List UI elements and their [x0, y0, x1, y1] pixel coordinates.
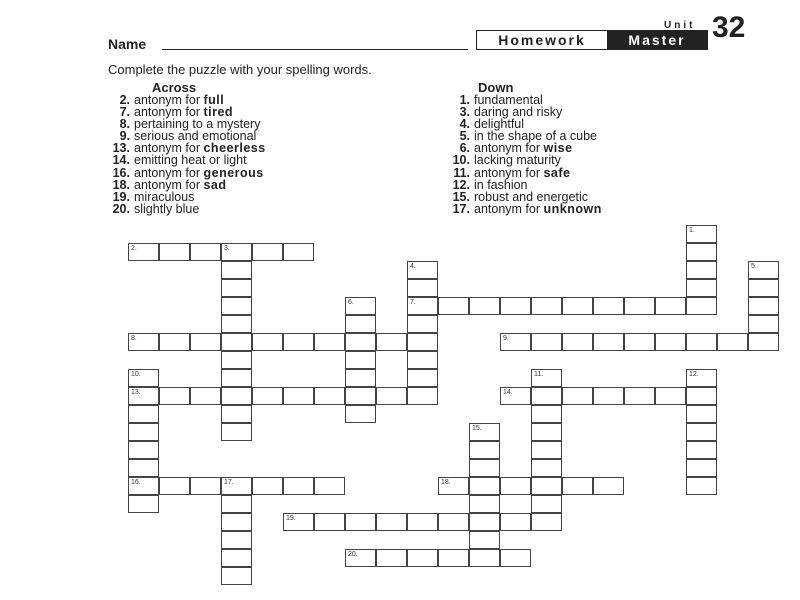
- crossword-cell[interactable]: [655, 297, 686, 315]
- crossword-cell[interactable]: [345, 351, 376, 369]
- cell-number: 16.: [131, 479, 141, 486]
- crossword-cell[interactable]: [345, 333, 376, 351]
- crossword-cell[interactable]: [128, 333, 159, 351]
- crossword-cell[interactable]: [531, 441, 562, 459]
- crossword-cell[interactable]: [407, 549, 438, 567]
- clue-number: 9.: [119, 129, 130, 144]
- crossword-cell[interactable]: [686, 279, 717, 297]
- clue-number: 18.: [112, 177, 130, 192]
- crossword-cell[interactable]: [531, 423, 562, 441]
- crossword-cell[interactable]: [469, 531, 500, 549]
- crossword-cell[interactable]: [221, 477, 252, 495]
- clue-text: daring and risky: [474, 105, 563, 120]
- crossword-cell[interactable]: [562, 387, 593, 405]
- crossword-cell[interactable]: [314, 333, 345, 351]
- crossword-cell[interactable]: [128, 477, 159, 495]
- crossword-cell[interactable]: [531, 333, 562, 351]
- clue-text: pertaining to a mystery: [134, 117, 261, 132]
- crossword-cell[interactable]: [593, 333, 624, 351]
- crossword-cell[interactable]: [252, 243, 283, 261]
- crossword-cell[interactable]: [221, 369, 252, 387]
- clue-text: serious and emotional: [134, 129, 257, 144]
- clue-number: 8.: [119, 117, 130, 132]
- clue-text: slightly blue: [134, 201, 200, 216]
- crossword-cell[interactable]: [562, 333, 593, 351]
- homework-label: Homework: [498, 32, 586, 48]
- crossword-cell[interactable]: [748, 315, 779, 333]
- crossword-cell[interactable]: [221, 495, 252, 513]
- crossword-cell[interactable]: [252, 477, 283, 495]
- crossword-cell[interactable]: [531, 513, 562, 531]
- clue-text: robust and energetic: [474, 189, 588, 204]
- crossword-cell[interactable]: [345, 513, 376, 531]
- crossword-cell[interactable]: [221, 333, 252, 351]
- crossword-cell[interactable]: [190, 477, 221, 495]
- clue-number: 12.: [452, 177, 470, 192]
- crossword-cell[interactable]: [283, 477, 314, 495]
- crossword-cell[interactable]: [314, 387, 345, 405]
- crossword-cell[interactable]: [407, 279, 438, 297]
- crossword-cell[interactable]: [531, 405, 562, 423]
- crossword-cell[interactable]: [376, 513, 407, 531]
- crossword-cell[interactable]: [221, 387, 252, 405]
- clue-keyword: full: [203, 93, 225, 107]
- crossword-cell[interactable]: [345, 369, 376, 387]
- crossword-cell[interactable]: [624, 297, 655, 315]
- crossword-cell[interactable]: [438, 477, 469, 495]
- crossword-cell[interactable]: [283, 513, 314, 531]
- down-heading: Down: [478, 80, 514, 95]
- crossword-cell[interactable]: [686, 369, 717, 387]
- crossword-cell[interactable]: [686, 243, 717, 261]
- crossword-cell[interactable]: [221, 351, 252, 369]
- crossword-cell[interactable]: [407, 315, 438, 333]
- crossword-cell[interactable]: [748, 333, 779, 351]
- clue-number: 11.: [453, 165, 470, 180]
- crossword-cell[interactable]: [376, 387, 407, 405]
- crossword-cell[interactable]: [345, 387, 376, 405]
- cell-number: 12.: [689, 371, 699, 378]
- crossword-cell[interactable]: [128, 459, 159, 477]
- cell-number: 10.: [131, 371, 141, 378]
- crossword-cell[interactable]: [748, 297, 779, 315]
- clue-number: 3.: [459, 105, 470, 120]
- clue-text: fundamental: [474, 93, 543, 107]
- crossword-cell[interactable]: [469, 549, 500, 567]
- crossword-cell[interactable]: [562, 297, 593, 315]
- clue-keyword: generous: [203, 165, 264, 180]
- clue-text: lacking maturity: [474, 153, 561, 168]
- crossword-cell[interactable]: [283, 333, 314, 351]
- crossword-cell[interactable]: [221, 243, 252, 261]
- crossword-cell[interactable]: [686, 477, 717, 495]
- crossword-cell[interactable]: [500, 513, 531, 531]
- crossword-cell[interactable]: [593, 477, 624, 495]
- clue-number: 4.: [459, 117, 470, 132]
- crossword-cell[interactable]: [500, 549, 531, 567]
- crossword-cell[interactable]: [686, 441, 717, 459]
- clue-number: 1.: [459, 93, 470, 107]
- clue-number: 14.: [112, 153, 130, 168]
- crossword-cell[interactable]: [469, 477, 500, 495]
- crossword-cell[interactable]: [686, 387, 717, 405]
- crossword-cell[interactable]: [221, 513, 252, 531]
- crossword-cell[interactable]: [345, 297, 376, 315]
- clue-text: delightful: [474, 117, 525, 132]
- clue-text: miraculous: [134, 189, 195, 204]
- cell-number: 8.: [131, 335, 137, 342]
- crossword-cell[interactable]: [221, 567, 252, 585]
- crossword-cell[interactable]: [593, 387, 624, 405]
- crossword-cell[interactable]: [686, 333, 717, 351]
- crossword-cell[interactable]: [500, 477, 531, 495]
- clue-number: 2.: [119, 93, 130, 107]
- crossword-cell[interactable]: [345, 549, 376, 567]
- crossword-cell[interactable]: [531, 477, 562, 495]
- clue-number: 17.: [452, 201, 470, 216]
- crossword-cell[interactable]: [252, 333, 283, 351]
- clue-number: 15.: [452, 189, 470, 204]
- crossword-cell[interactable]: [469, 441, 500, 459]
- cell-number: 3.: [224, 245, 230, 252]
- crossword-cell[interactable]: [469, 513, 500, 531]
- cell-number: 14.: [503, 389, 513, 396]
- clue-text: antonym for: [134, 105, 204, 120]
- cell-number: 17.: [224, 479, 234, 486]
- crossword-cell[interactable]: [531, 297, 562, 315]
- instructions: Complete the puzzle with your spelling words.: [108, 62, 372, 77]
- crossword-cell[interactable]: [500, 333, 531, 351]
- crossword-cell[interactable]: [314, 513, 345, 531]
- crossword-cell[interactable]: [655, 333, 686, 351]
- master-label: Master: [607, 31, 707, 49]
- crossword-cell[interactable]: [345, 315, 376, 333]
- crossword-cell[interactable]: [438, 297, 469, 315]
- clue-number: 10.: [452, 153, 470, 168]
- clue-text: antonym for: [134, 141, 204, 156]
- clue-text: antonym for: [474, 165, 544, 180]
- cell-number: 1.: [689, 227, 695, 234]
- clue-keyword: tired: [203, 105, 234, 120]
- clue-text: antonym for: [134, 93, 204, 107]
- cell-number: 4.: [410, 263, 416, 270]
- clue-text: emitting heat or light: [134, 153, 247, 168]
- crossword-cell[interactable]: [686, 459, 717, 477]
- across-heading: Across: [152, 80, 197, 95]
- cell-number: 9.: [503, 335, 509, 342]
- clue-number: 13.: [112, 141, 130, 156]
- crossword-cell[interactable]: [159, 333, 190, 351]
- crossword-cell[interactable]: [128, 423, 159, 441]
- clue-number: 5.: [459, 129, 470, 144]
- crossword-cell[interactable]: [314, 477, 345, 495]
- crossword-cell[interactable]: [128, 405, 159, 423]
- crossword-cell[interactable]: [128, 441, 159, 459]
- clue-keyword: sad: [203, 177, 227, 192]
- clue-keyword: unknown: [543, 201, 602, 216]
- crossword-cell[interactable]: [128, 369, 159, 387]
- crossword-cell[interactable]: [593, 297, 624, 315]
- crossword-cell[interactable]: [531, 369, 562, 387]
- crossword-cell[interactable]: [407, 261, 438, 279]
- clue-text: antonym for: [474, 141, 544, 156]
- unit-number: 32: [712, 11, 746, 44]
- crossword-cell[interactable]: [624, 333, 655, 351]
- clue-number: 6.: [459, 141, 470, 156]
- crossword-cell[interactable]: [221, 423, 252, 441]
- crossword-cell[interactable]: [407, 513, 438, 531]
- crossword-cell[interactable]: [407, 369, 438, 387]
- crossword-cell[interactable]: [686, 423, 717, 441]
- crossword-cell[interactable]: [221, 279, 252, 297]
- crossword-cell[interactable]: [686, 261, 717, 279]
- unit-label: Unit: [664, 20, 696, 31]
- crossword-cell[interactable]: [159, 387, 190, 405]
- cell-number: 7.: [410, 299, 416, 306]
- crossword-cell[interactable]: [438, 513, 469, 531]
- clue-text: in fashion: [474, 177, 528, 192]
- crossword-cell[interactable]: [469, 495, 500, 513]
- crossword-cell[interactable]: [531, 387, 562, 405]
- cell-number: 2.: [131, 245, 137, 252]
- clue-keyword: cheerless: [203, 141, 266, 156]
- cell-number: 20.: [348, 551, 358, 558]
- crossword-cell[interactable]: [469, 297, 500, 315]
- crossword-cell[interactable]: [562, 477, 593, 495]
- crossword-cell[interactable]: [128, 387, 159, 405]
- clue-number: 7.: [119, 105, 130, 120]
- clue-number: 19.: [112, 189, 130, 204]
- crossword-cell[interactable]: [190, 243, 221, 261]
- crossword-cell[interactable]: [748, 261, 779, 279]
- crossword-cell[interactable]: [345, 405, 376, 423]
- crossword-cell[interactable]: [376, 549, 407, 567]
- crossword-cell[interactable]: [221, 405, 252, 423]
- crossword-cell[interactable]: [407, 297, 438, 315]
- crossword-cell[interactable]: [531, 459, 562, 477]
- crossword-cell[interactable]: [128, 495, 159, 513]
- crossword-cell[interactable]: [221, 549, 252, 567]
- clue-number: 16.: [112, 165, 130, 180]
- cell-number: 19.: [286, 515, 296, 522]
- cell-number: 15.: [472, 425, 482, 432]
- clue-keyword: wise: [543, 141, 573, 156]
- clue-text: antonym for: [134, 165, 204, 180]
- cell-number: 18.: [441, 479, 451, 486]
- crossword-cell[interactable]: [407, 351, 438, 369]
- crossword-cell[interactable]: [748, 279, 779, 297]
- crossword-cell[interactable]: [190, 333, 221, 351]
- crossword-cell[interactable]: [686, 297, 717, 315]
- cell-number: 13.: [131, 389, 141, 396]
- crossword-cell[interactable]: [500, 297, 531, 315]
- crossword-cell[interactable]: [500, 387, 531, 405]
- name-label: Name: [108, 36, 147, 52]
- crossword-cell[interactable]: [283, 387, 314, 405]
- crossword-cell[interactable]: [438, 549, 469, 567]
- crossword-cell[interactable]: [469, 459, 500, 477]
- crossword-cell[interactable]: [469, 423, 500, 441]
- clue-text: antonym for: [134, 177, 204, 192]
- crossword-cell[interactable]: [717, 333, 748, 351]
- clue-text: antonym for: [474, 201, 544, 216]
- crossword-cell[interactable]: [407, 387, 438, 405]
- crossword-cell[interactable]: [159, 477, 190, 495]
- crossword-cell[interactable]: [221, 297, 252, 315]
- crossword-cell[interactable]: [221, 315, 252, 333]
- crossword-cell[interactable]: [624, 387, 655, 405]
- clue-text: in the shape of a cube: [474, 129, 598, 144]
- crossword-cell[interactable]: [128, 243, 159, 261]
- crossword-cell[interactable]: [252, 387, 283, 405]
- crossword-cell[interactable]: [686, 225, 717, 243]
- cell-number: 6.: [348, 299, 354, 306]
- clue-number: 20.: [112, 201, 130, 216]
- crossword-cell[interactable]: [221, 261, 252, 279]
- crossword-cell[interactable]: [159, 243, 190, 261]
- cell-number: 11.: [534, 371, 544, 378]
- crossword-cell[interactable]: [655, 387, 686, 405]
- crossword-cell[interactable]: [283, 243, 314, 261]
- crossword-cell[interactable]: [407, 333, 438, 351]
- crossword-cell[interactable]: [221, 531, 252, 549]
- crossword-cell[interactable]: [190, 387, 221, 405]
- cell-number: 5.: [751, 263, 757, 270]
- crossword-cell[interactable]: [376, 333, 407, 351]
- crossword-cell[interactable]: [686, 405, 717, 423]
- clue-keyword: safe: [543, 165, 571, 180]
- crossword-cell[interactable]: [531, 495, 562, 513]
